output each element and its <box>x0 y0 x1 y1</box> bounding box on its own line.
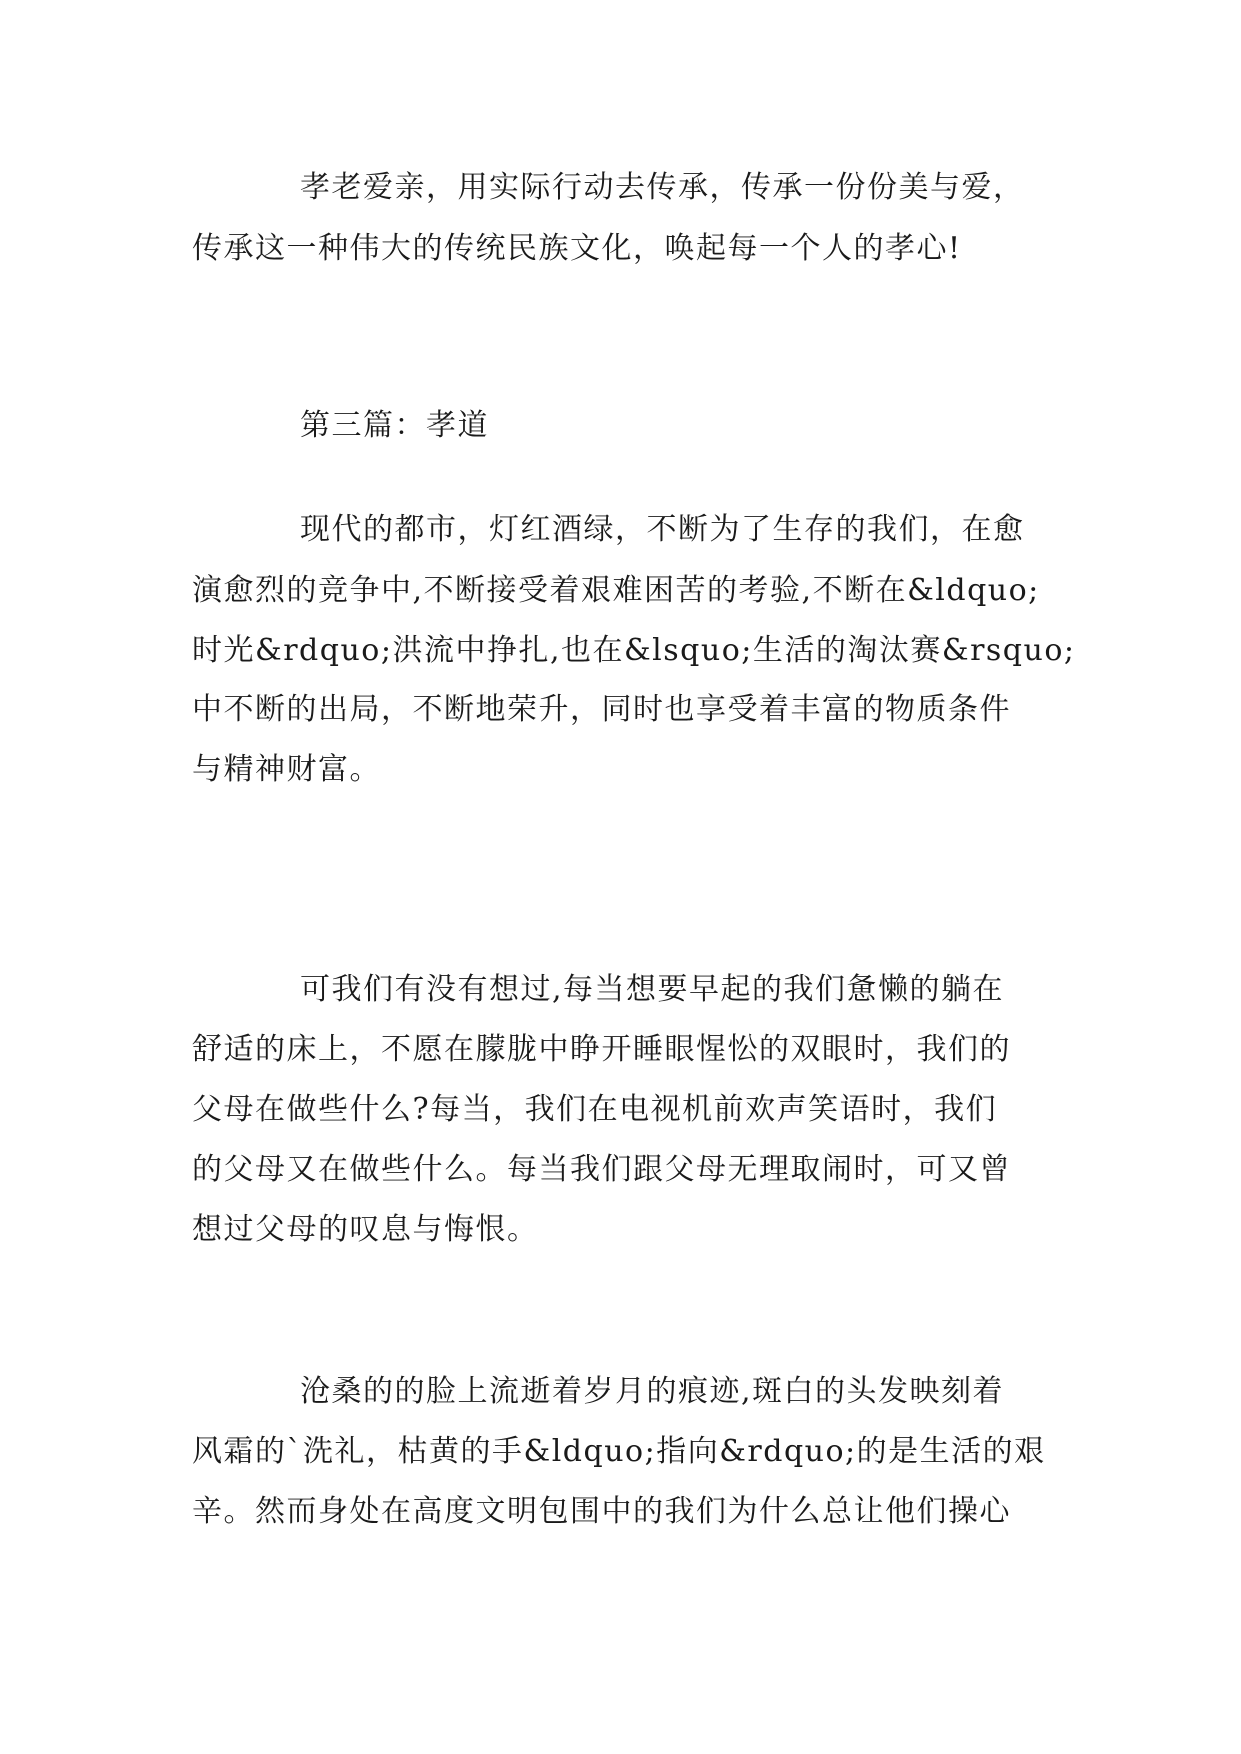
text-line: 舒适的床上，不愿在朦胧中睁开睡眼惺忪的双眼时，我们的 <box>192 1032 1011 1067</box>
text-line: 可我们有没有想过,每当想要早起的我们惫懒的躺在 <box>300 972 1005 1007</box>
text-line: 辛。然而身处在高度文明包围中的我们为什么总让他们操心 <box>192 1494 1011 1529</box>
text-line: 风霜的`洗礼，枯黄的手&ldquo;指向&rdquo;的是生活的艰 <box>192 1434 1046 1469</box>
section-heading: 第三篇：孝道 <box>300 408 489 443</box>
text-line: 中不断的出局，不断地荣升，同时也享受着丰富的物质条件 <box>192 692 1011 727</box>
text-line: 孝老爱亲，用实际行动去传承，传承一份份美与爱， <box>300 170 1025 205</box>
text-line: 想过父母的叹息与悔恨。 <box>192 1212 539 1247</box>
text-line: 时光&rdquo;洪流中挣扎,也在&lsquo;生活的淘汰赛&rsquo; <box>192 633 1076 668</box>
text-line: 现代的都市，灯红酒绿，不断为了生存的我们，在愈 <box>300 512 1025 547</box>
text-line: 沧桑的的脸上流逝着岁月的痕迹,斑白的头发映刻着 <box>300 1374 1005 1409</box>
text-line: 演愈烈的竞争中,不断接受着艰难困苦的考验,不断在&ldquo; <box>192 573 1040 608</box>
text-line: 传承这一种伟大的传统民族文化，唤起每一个人的孝心! <box>192 231 962 266</box>
text-line: 与精神财富。 <box>192 752 381 787</box>
text-line: 父母在做些什么?每当，我们在电视机前欢声笑语时，我们 <box>192 1092 998 1127</box>
text-line: 的父母又在做些什么。每当我们跟父母无理取闹时，可又曾 <box>192 1152 1011 1187</box>
